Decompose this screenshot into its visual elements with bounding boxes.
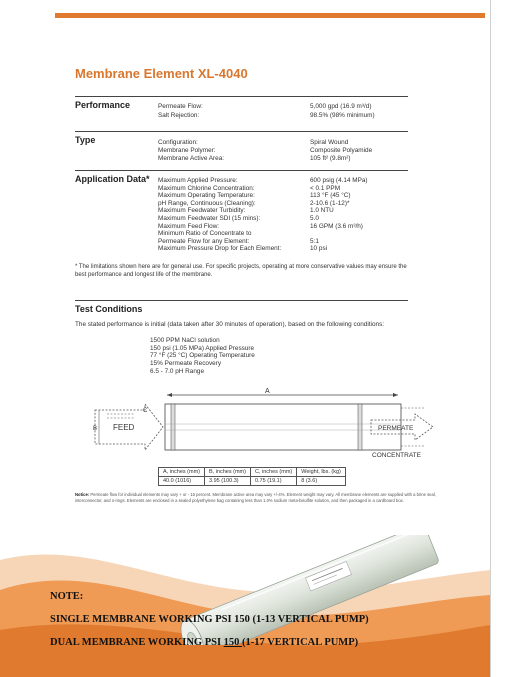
performance-rule — [75, 96, 408, 97]
application-heading: Application Data* — [75, 174, 150, 184]
application-values: 600 psig (4.14 MPa) < 0.1 PPM 113 °F (45 °C) 2-10.6 (1-12)* 1.0 NTU 5.0 16 GPM (3.6 m³/h) 5:1 10 psi — [310, 177, 368, 253]
performance-value-rejection: 98.5% (98% minimum) — [310, 112, 375, 119]
dimensions-value-cell: 8 (3.6) — [297, 477, 346, 486]
limitations-note: * The limitations shown here are for general use. For specific projects, operating at more conservative values may ensure the best performance and longest life of the membrane. — [75, 264, 407, 278]
type-label-configuration: Configuration: — [158, 139, 198, 146]
element-diagram — [75, 382, 435, 462]
header-accent-bar — [55, 13, 485, 18]
bottom-note-dual — [50, 637, 358, 648]
dimensions-value-cell: 3.95 (100.3) — [204, 477, 250, 486]
brine-seal-right — [358, 404, 362, 450]
page-edge — [490, 0, 491, 677]
bottom-note-title: NOTE: — [50, 591, 84, 602]
type-label-polymer: Membrane Polymer: — [158, 147, 216, 154]
dimension-c-label: C — [143, 408, 148, 414]
dimensions-table — [158, 467, 346, 486]
bottom-note-dual-a: DUAL MEMBRANE WORKING PSI — [50, 637, 224, 648]
type-value-area: 105 ft² (9.8m²) — [310, 155, 351, 162]
dimension-a-arrow-right — [393, 393, 398, 397]
dimension-b-label: B — [93, 426, 98, 432]
membrane-product-image — [160, 535, 450, 645]
dimensions-value-cell: 0.75 (19.1) — [250, 477, 296, 486]
type-heading: Type — [75, 135, 96, 145]
feed-label: FEED — [113, 423, 135, 432]
dimensions-header-cell: B, inches (mm) — [204, 468, 250, 477]
type-value-polymer: Composite Polyamide — [310, 147, 373, 154]
performance-label-flow: Permeate Flow: — [158, 103, 203, 110]
type-value-configuration: Spiral Wound — [310, 139, 349, 146]
application-rule — [75, 170, 408, 171]
dimensions-header-cell: C, inches (mm) — [250, 468, 296, 477]
performance-label-rejection: Salt Rejection: — [158, 112, 200, 119]
bottom-note-single: SINGLE MEMBRANE WORKING PSI 150 (1-13 VERTICAL PUMP) — [50, 614, 369, 625]
dimensions-value-row — [159, 477, 346, 486]
concentrate-label: CONCENTRATE — [372, 452, 421, 459]
test-conditions-list: 1500 PPM NaCl solution 150 psi (1.05 MPa) Applied Pressure 77 °F (25 °C) Operating Temperature 15% Permeate Recovery 6.5 - 7.0 pH Range — [150, 337, 255, 375]
dimensions-header-cell: A, inches (mm) — [159, 468, 205, 477]
test-conditions-heading: Test Conditions — [75, 304, 143, 314]
dimensions-header-cell: Weight, lbs. (kg) — [297, 468, 346, 477]
bottom-note-dual-c: (1-17 VERTICAL PUMP) — [242, 637, 359, 648]
performance-value-flow: 5,000 gpd (16.9 m³/d) — [310, 103, 372, 110]
notice-block — [75, 492, 440, 503]
dimension-a-label: A — [265, 388, 270, 395]
membrane-body — [165, 404, 401, 450]
performance-heading: Performance — [75, 100, 131, 110]
document-title: Membrane Element XL-4040 — [75, 66, 248, 81]
test-conditions-rule — [75, 300, 408, 301]
notice-label: Notice: — [75, 492, 90, 497]
bottom-note-dual-psi: 150 — [223, 637, 243, 648]
dimension-a-arrow-left — [167, 393, 172, 397]
test-conditions-intro: The stated performance is initial (data taken after 30 minutes of operation), based on the following conditions: — [75, 321, 385, 328]
application-labels: Maximum Applied Pressure: Maximum Chlorine Concentration: Maximum Operating Temperature: pH Range, Continuous (Cleaning): Maximum Feedwater Turbidity: Maximum Feedwater SDI (15 mins): Maximum Feed Flow: Minimum Ratio of Concentrate to Permeate Flow for any Element: Maximum Pressure Drop for Each Element: — [158, 177, 282, 253]
brine-seal-left — [171, 404, 175, 450]
dimensions-value-cell: 40.0 (1016) — [159, 477, 205, 486]
type-label-area: Membrane Active Area: — [158, 155, 225, 162]
notice-text: Permeate flow for individual elements may vary + or - 15 percent. Membrane active area may vary +/-4%. Element weight may vary. All membrane elements are supplied with a brine seal, interconnector, and o-rings. Elements are enclosed in a sealed polyethylene bag containing less than 1.0% sodium meta-bisulfite solution, and then packaged in a cardboard box. — [75, 492, 436, 503]
dimensions-header-row — [159, 468, 346, 477]
permeate-label: PERMEATE — [378, 425, 414, 432]
type-rule — [75, 131, 408, 132]
